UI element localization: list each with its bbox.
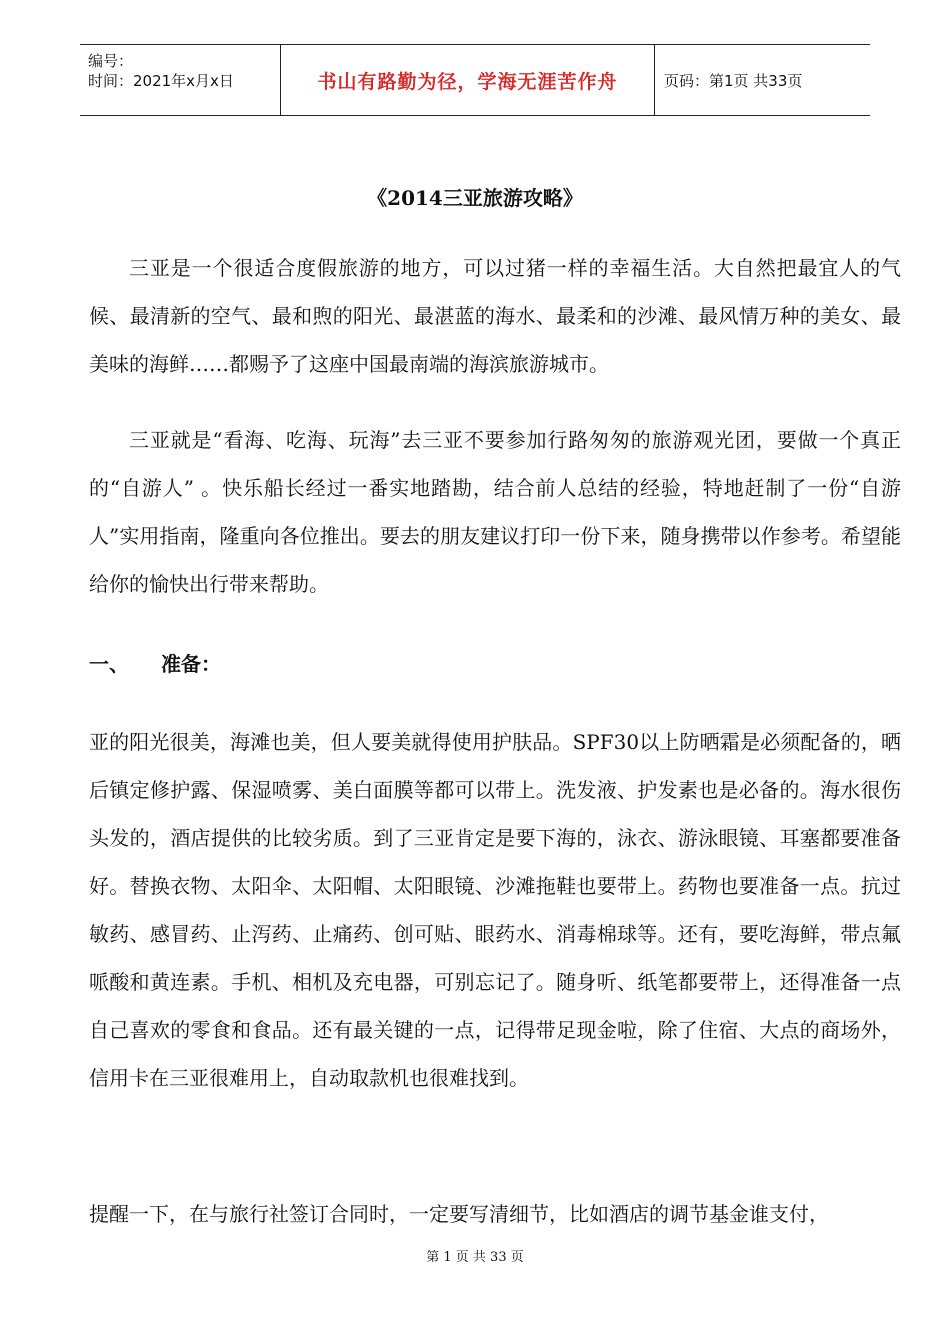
header-page-cell	[655, 45, 870, 115]
header-motto-cell	[281, 45, 655, 115]
reminder-paragraph: 提醒一下，在与旅行社签订合同时，一定要写清细节，比如酒店的调节基金谁支付，	[89, 1202, 829, 1226]
section-heading	[89, 648, 221, 677]
header-meta-cell	[80, 45, 281, 115]
page-footer: 第 1 页 共 33 页	[426, 1250, 524, 1265]
preparation-paragraph: 亚的阳光很美，海滩也美，但人要美就得使用护肤品。SPF30以上防晒霜是必须配备的，晒后镇定修护露、保湿喷雾、美白面膜等都可以带上。洗发液、护发素也是必备的。海水很伤头发的，酒店提供的比较劣质。到了三亚肯定是要下海的，泳衣、游泳眼镜、耳塞都要准备好。替换衣物、太阳伞、太阳帽、太阳眼镜、沙滩拖鞋也要带上。药物也要准备一点。抗过敏药、感冒药、止泻药、止痛药、创可贴、眼药水、消毒棉球等。还有，要吃海鲜，带点氟哌酸和黄连素。手机、相机及充电器，可别忘记了。随身听、纸笔都要带上，还得准备一点自己喜欢的零食和食品。还有最关键的一点，记得带足现金啦，除了住宿、大点的商场外，信用卡在三亚很难用上，自动取款机也很难找到。	[89, 730, 901, 1090]
section-title: 准备：	[161, 652, 221, 676]
document-time-label: 时间：2021年x月x日	[88, 72, 234, 90]
intro-paragraph: 三亚是一个很适合度假旅游的地方，可以过猪一样的幸福生活。大自然把最宜人的气候、最清新的空气、最和煦的阳光、最湛蓝的海水、最柔和的沙滩、最风情万种的美女、最美味的海鲜……都赐予了这座中国最南端的海滨旅游城市。	[89, 256, 901, 376]
header-page-info: 页码：第1页 共33页	[664, 71, 803, 90]
guide-paragraph: 三亚就是“看海、吃海、玩海”去三亚不要参加行路匆匆的旅游观光团，要做一个真正的“自游人” 。快乐船长经过一番实地踏勘，结合前人总结的经验，特地赶制了一份“自游人”实用指南，隆重向各位推出。要去的朋友建议打印一份下来，随身携带以作参考。希望能给你的愉快出行带来帮助。	[89, 428, 901, 596]
document-number-label: 编号：	[88, 52, 134, 70]
document-title: 《2014三亚旅游攻略》	[367, 186, 583, 210]
header-motto: 书山有路勤为径，学海无涯苦作舟	[317, 70, 618, 93]
section-number: 一、	[89, 652, 129, 676]
header-table	[80, 44, 870, 116]
